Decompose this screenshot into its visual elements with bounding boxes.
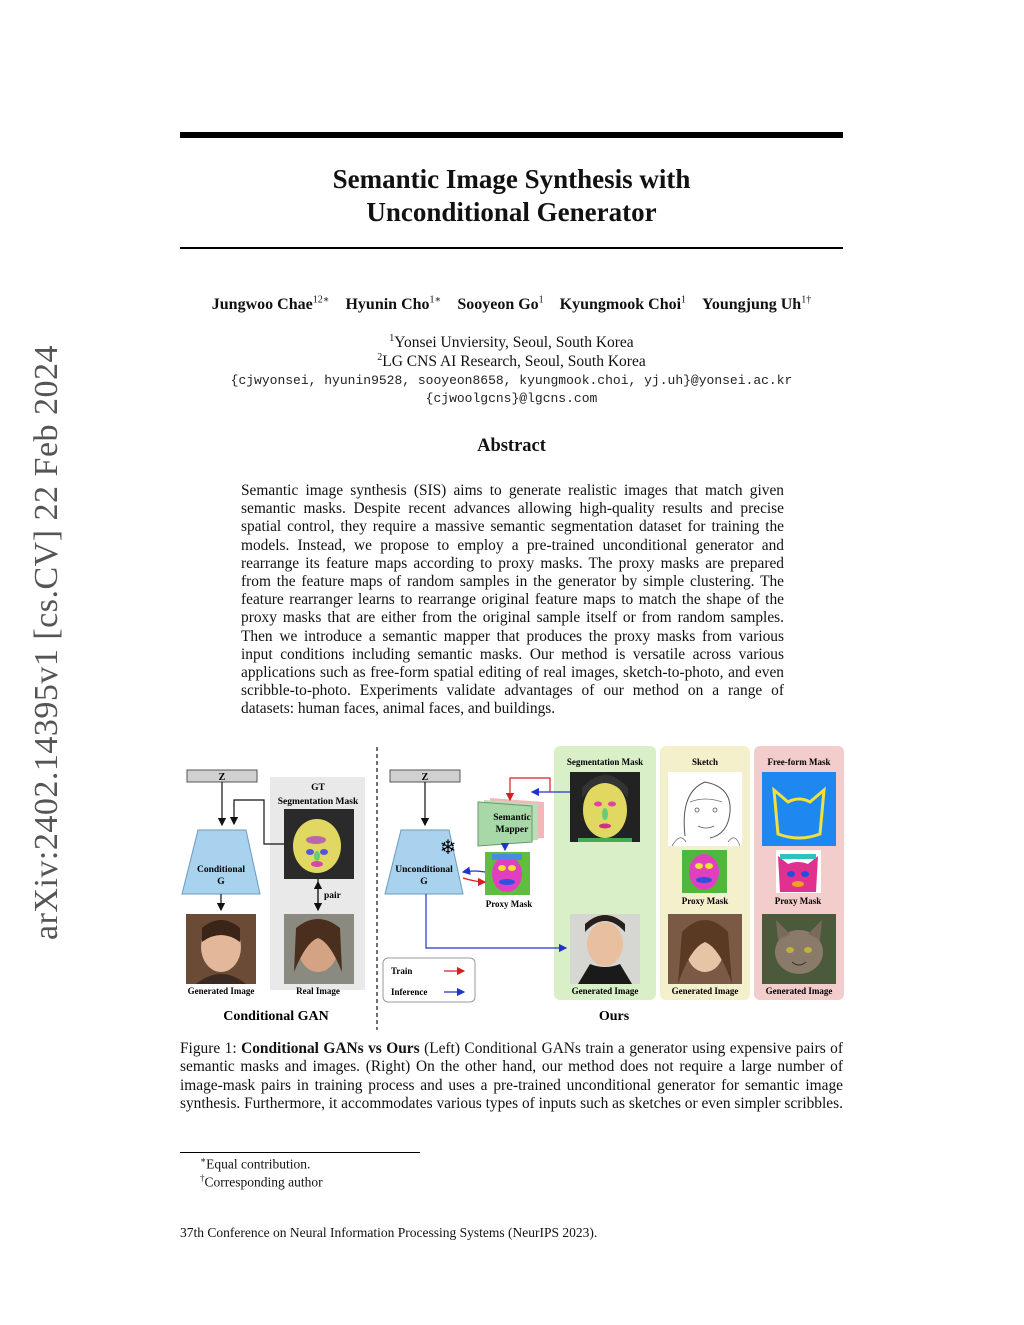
title-rule-bottom (180, 247, 843, 249)
footnote-1: ∗Equal contribution. (200, 1155, 311, 1172)
author: Sooyeon Go$^1$ (457, 295, 544, 314)
arxiv-stamp: arXiv:2402.14395v1 [cs.CV] 22 Feb 2024 (28, 344, 65, 940)
mapper-label-2: Mapper (495, 825, 529, 835)
author: Jungwoo Chae$^{12∗}$ (211, 295, 330, 314)
proxy-label-free: Proxy Mask (774, 896, 822, 906)
legend-inference-label: Inference (391, 987, 428, 997)
generated-label-sketch: Generated Image (671, 986, 739, 996)
arrow-g-to-proxy-train (463, 878, 485, 882)
real-image (284, 914, 354, 984)
proxy-mask-sketch-image (682, 850, 727, 893)
affiliation-1: $^1$Yonsei Unviersity, Seoul, South Korea (389, 333, 634, 352)
generated-image-left (186, 914, 256, 984)
ours-title: Ours (598, 1009, 630, 1024)
generated-label-seg: Generated Image (571, 986, 639, 996)
abstract-body: Semantic image synthesis (SIS) aims to generate realistic images that match given semantic masks. Despite recent advances allowing high-quality results and precise spatial control, they require a massive semantic segmentation dataset for training the models. Instead, we propose to employ a pre-trained unconditional generator and rearrange its feature maps according to proxy masks. The proxy masks are prepared from the feature maps of random samples in the generator by simple clustering. The feature rearranger learns to rearrange original feature maps to match the shape of the proxy masks that are either from the original sample itself or from random samples. Then we introduce a semantic mapper that produces the proxy masks from various input conditions including semantic masks. Our method is versatile across various applications such as free-form spatial editing of real images, sketch-to-photo, and even scribble-to-photo. Experiments validate advantages of our method on a range of datasets: human faces, animal faces, and buildings. (241, 482, 784, 718)
generator-label-left: Conditional (196, 865, 246, 875)
panel-sketch-label: Sketch (691, 757, 719, 767)
mapper-label: Semantic (493, 813, 531, 823)
gt-label: GT (311, 783, 325, 793)
affiliation-2: $^2$LG CNS AI Research, Seoul, South Korea (377, 352, 646, 371)
z-label-left: Z (218, 772, 226, 783)
generated-label-free: Generated Image (765, 986, 833, 996)
proxy-mask-center-image (485, 852, 530, 895)
proxy-label-sketch: Proxy Mask (681, 896, 729, 906)
semantic-mapper (478, 802, 532, 846)
legend-train-label: Train (391, 966, 413, 976)
generated-image-seg (570, 914, 640, 984)
conditional-gan-title: Conditional GAN (223, 1009, 329, 1024)
panel-seg-label: Segmentation Mask (566, 757, 644, 767)
author: Youngjung $Uh^{1\dagger}$ (702, 295, 812, 314)
real-label: Real Image (296, 986, 340, 996)
proxy-label-center: Proxy Mask (485, 899, 533, 909)
title-line-2: Unconditional Generator (366, 197, 657, 227)
free-form-mask-image (762, 772, 836, 846)
author: Hyunin Cho$^{1∗}$ (345, 295, 442, 314)
author: Kyungmook Choi$^1$ (559, 295, 687, 314)
paper-title (180, 163, 843, 229)
generated-label-left: Generated Image (187, 986, 255, 996)
arrow-train-to-mapper (510, 778, 550, 800)
figure-caption: Figure 1: Conditional GANs vs Ours (Left) Conditional GANs train a generator using expensive pairs of semantic masks and images. (Right) On the other hand, our method does not require a large number of image-mask pairs in training process and uses a pre-trained unconditional generator for semantic image synthesis. Furthermore, it accommodates various types of inputs such as sketches or even simpler scribbles. (180, 1040, 843, 1112)
frozen-snowflake-icon: ❄ (439, 837, 457, 859)
figure-1 (180, 742, 844, 1032)
generator-label-right: Unconditional (395, 865, 453, 875)
panel-free-label: Free-form Mask (767, 757, 831, 767)
gt-segmentation-mask-image (284, 809, 354, 879)
conference-note: 37th Conference on Neural Information Processing Systems (NeurIPS 2023). (180, 1225, 598, 1240)
email-line-1: {cjwyonsei, hyunin9528, sooyeon8658, kyungmook.choi, yj.uh}@yonsei.ac.kr (230, 373, 793, 388)
pair-label: pair (324, 891, 341, 901)
arrow-proxy-to-g (463, 871, 485, 872)
input-segmentation-mask-image (570, 772, 640, 842)
title-line-1: Semantic Image Synthesis with (332, 164, 691, 194)
z-label-right: Z (421, 772, 429, 783)
figure-diagram (180, 742, 844, 1032)
generator-label-left-2: G (217, 877, 225, 887)
generator-label-right-2: G (420, 877, 428, 887)
figure-legend (383, 958, 475, 1002)
abstract-heading: Abstract (477, 436, 546, 456)
footnote-rule (180, 1152, 420, 1153)
proxy-mask-free-image (776, 850, 821, 893)
author-list (180, 295, 843, 314)
generated-image-sketch (668, 914, 742, 984)
title-rule-top (180, 132, 843, 138)
email-line-2: {cjwoolgcns}@lgcns.com (425, 391, 598, 406)
sketch-image (668, 772, 742, 846)
gt-label-2: Segmentation Mask (277, 797, 359, 807)
generated-image-free (762, 914, 836, 984)
footnote-2: †Corresponding author (200, 1173, 323, 1190)
